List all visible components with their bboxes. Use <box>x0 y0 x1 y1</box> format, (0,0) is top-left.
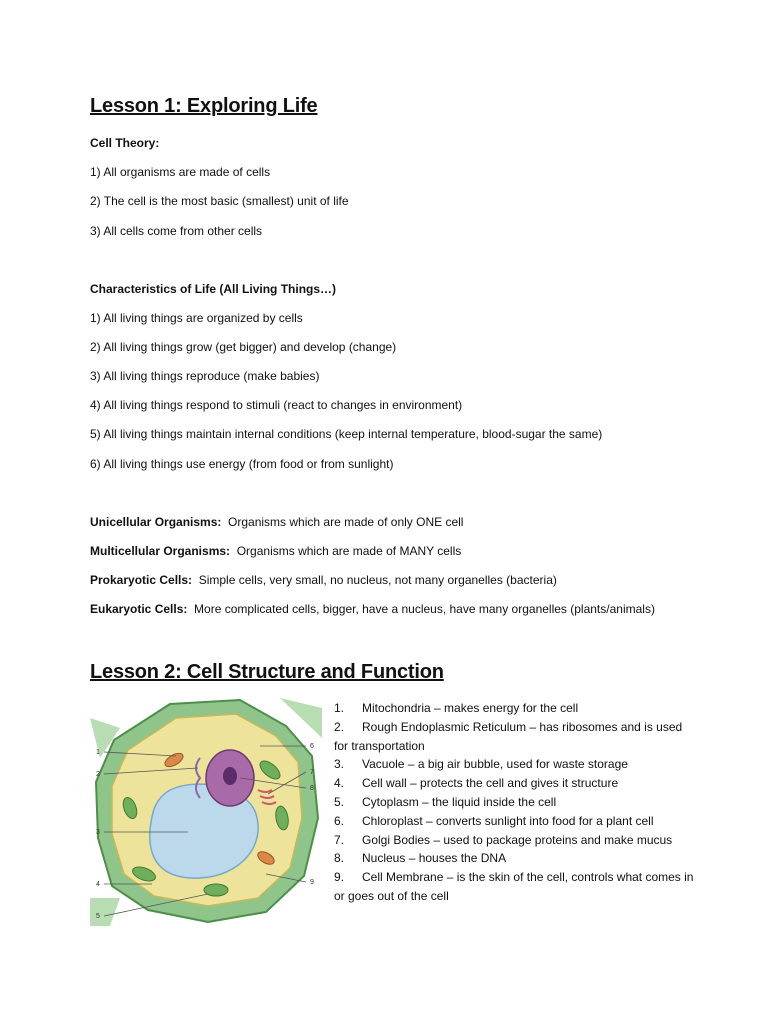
characteristic-item: 2) All living things grow (get bigger) and develop (change) <box>90 340 397 354</box>
definition-term: Prokaryotic Cells: <box>90 573 193 587</box>
definition-prokaryotic <box>90 573 557 587</box>
item-text: Nucleus – houses the DNA <box>362 851 507 866</box>
definition-term: Unicellular Organisms: <box>90 515 222 529</box>
lesson1-title: Lesson 1: Exploring Life <box>90 95 318 117</box>
plant-cell-diagram <box>90 698 322 926</box>
list-item <box>334 868 694 906</box>
item-number: 1. <box>334 701 345 715</box>
item-number: 2. <box>334 719 345 734</box>
diagram-label: 3 <box>96 829 100 836</box>
item-text: Rough Endoplasmic Reticulum – has ribosomes and is used for transportation <box>334 719 683 753</box>
definition-term: Eukaryotic Cells: <box>90 602 188 616</box>
diagram-label: 2 <box>96 771 100 778</box>
item-text: Golgi Bodies – used to package proteins and make mucus <box>362 832 673 847</box>
lesson2-title: Lesson 2: Cell Structure and Function <box>90 661 444 683</box>
definition-text: Simple cells, very small, no nucleus, not many organelles (bacteria) <box>192 573 557 587</box>
cell-theory-item: 1) All organisms are made of cells <box>90 165 271 179</box>
list-item <box>334 699 694 718</box>
item-text: Mitochondria – makes energy for the cell <box>362 701 579 715</box>
diagram-label: 6 <box>310 743 314 750</box>
definition-text: Organisms which are made of MANY cells <box>230 544 462 558</box>
nucleolus-shape <box>223 767 237 785</box>
item-number: 7. <box>334 832 345 847</box>
characteristic-item: 5) All living things maintain internal conditions (keep internal temperature, blood-sugar the same) <box>90 427 603 441</box>
list-item <box>334 793 694 812</box>
definition-multicellular <box>90 544 461 558</box>
diagram-label: 9 <box>310 879 314 886</box>
characteristic-item: 1) All living things are organized by cells <box>90 311 303 325</box>
item-text: Chloroplast – converts sunlight into food for a plant cell <box>362 813 654 828</box>
cell-theory-item: 3) All cells come from other cells <box>90 224 263 238</box>
item-number: 4. <box>334 776 345 791</box>
cell-theory-item: 2) The cell is the most basic (smallest) unit of life <box>90 194 349 208</box>
diagram-label: 1 <box>96 749 100 756</box>
item-text: Cell Membrane – is the skin of the cell, controls what comes in or goes out of the cell <box>334 870 694 903</box>
list-item <box>334 755 694 774</box>
diagram-label: 4 <box>96 881 100 888</box>
characteristics-heading: Characteristics of Life (All Living Things…) <box>90 282 337 296</box>
item-text: Vacuole – a big air bubble, used for waste storage <box>362 757 628 772</box>
list-item <box>334 812 694 831</box>
definition-unicellular <box>90 515 463 529</box>
diagram-label: 8 <box>310 785 314 792</box>
item-text: Cell wall – protects the cell and gives it structure <box>362 776 619 791</box>
neighbor-cell-shape <box>90 898 120 926</box>
characteristic-item: 6) All living things use energy (from food or from sunlight) <box>90 457 394 471</box>
diagram-label: 7 <box>310 769 314 776</box>
cell-theory-heading: Cell Theory: <box>90 136 160 150</box>
characteristic-item: 4) All living things respond to stimuli (react to changes in environment) <box>90 398 463 412</box>
item-number: 3. <box>334 757 345 772</box>
item-number: 6. <box>334 813 345 828</box>
definition-eukaryotic <box>90 602 655 616</box>
characteristic-item: 3) All living things reproduce (make babies) <box>90 369 320 383</box>
item-number: 8. <box>334 851 345 866</box>
definition-term: Multicellular Organisms: <box>90 544 231 558</box>
item-text: Cytoplasm – the liquid inside the cell <box>362 794 557 809</box>
diagram-label: 5 <box>96 913 100 920</box>
definition-text: Organisms which are made of only ONE cell <box>221 515 464 529</box>
list-item <box>334 774 694 793</box>
cell-parts-list <box>334 699 694 906</box>
list-item <box>334 718 694 756</box>
list-item <box>334 849 694 868</box>
item-number: 5. <box>334 794 345 809</box>
definition-text: More complicated cells, bigger, have a nucleus, have many organelles (plants/animals) <box>187 602 655 616</box>
item-number: 9. <box>334 870 345 885</box>
list-item <box>334 831 694 850</box>
